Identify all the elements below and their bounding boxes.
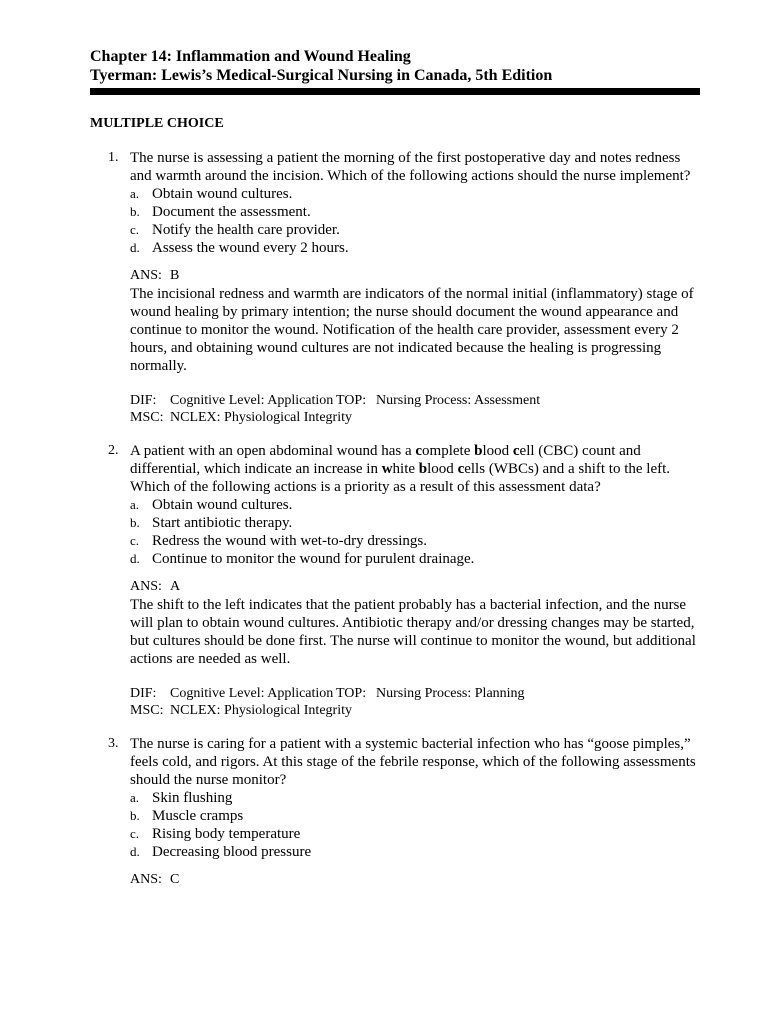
answer-value: B [170,268,180,283]
question-number: 3. [108,736,119,751]
header-rule [90,88,700,95]
msc: NCLEX: Physiological Integrity [170,410,352,425]
option-d: d. Decreasing blood pressure [130,844,312,860]
question-stem: The nurse is assessing a patient the morning of the first postoperative day and notes redness and warmth around the incision. Which of the following actions should the nurse implement? [130,150,691,184]
option-c: c. Notify the health care provider. [130,222,340,238]
metadata: DIF: Cognitive Level: Application TOP: Nursing Process: Planning MSC: NCLEX: Physiological Integrity [130,686,525,718]
option-a: a. Skin flushing [130,790,233,806]
topic: Nursing Process: Assessment [376,393,541,408]
option-c: c. Redress the wound with wet-to-dry dressings. [130,533,427,549]
book-title: Tyerman: Lewis’s Medical-Surgical Nursing in Canada, 5th Edition [90,67,553,84]
option-c: c. Rising body temperature [130,826,301,842]
question-number: 2. [108,443,119,458]
answer-line: ANS: C [130,872,180,887]
answer-value: C [170,872,180,887]
topic: Nursing Process: Planning [376,686,525,701]
answer-value: A [170,579,181,594]
question-stem: A patient with an open abdominal wound has a complete blood cell (CBC) count and differential, which indicate an increase in white blood cells (WBCs) and a shift to the left. Which of the following actions is a priority as a result of this assessment data? [130,443,671,495]
option-b: b. Muscle cramps [130,808,244,824]
question-2 [90,442,700,719]
question-number: 1. [108,150,119,165]
difficulty: Cognitive Level: Application [170,393,334,408]
question-3 [90,735,700,889]
rationale: The incisional redness and warmth are indicators of the normal initial (inflammatory) stage of wound healing by primary intention; the nurse should document the wound appearance and continue to monitor the wound. Notification of the health care provider, assessment every 2 hours, and obtaining wound cultures are not indicated because the healing is progressing normally. [130,286,694,374]
option-b: b. Document the assessment. [130,204,311,220]
msc: NCLEX: Physiological Integrity [170,703,352,718]
option-d: d. Assess the wound every 2 hours. [130,240,349,256]
option-a: a. Obtain wound cultures. [130,186,293,202]
chapter-title: Chapter 14: Inflammation and Wound Healing [90,48,411,65]
rationale: The shift to the left indicates that the patient probably has a bacterial infection, and the nurse will plan to obtain wound cultures. Antibiotic therapy and/or dressing changes may be started, but cultures should be done first. The nurse will continue to monitor the wound, but additional actions are needed as well. [130,597,696,667]
difficulty: Cognitive Level: Application [170,686,334,701]
metadata: DIF: Cognitive Level: Application TOP: Nursing Process: Assessment MSC: NCLEX: Physiological Integrity [130,393,541,425]
option-d: d. Continue to monitor the wound for purulent drainage. [130,551,475,567]
answer-line: ANS: A [130,579,181,594]
answer-line: ANS: B [130,268,180,283]
document-page [90,47,700,889]
option-a: a. Obtain wound cultures. [130,497,293,513]
question-1 [90,149,700,426]
question-stem: The nurse is caring for a patient with a systemic bacterial infection who has “goose pimples,” feels cold, and rigors. At this stage of the febrile response, which of the following assessments should the nurse monitor? [130,736,696,788]
section-title: MULTIPLE CHOICE [90,116,224,131]
option-b: b. Start antibiotic therapy. [130,515,293,531]
